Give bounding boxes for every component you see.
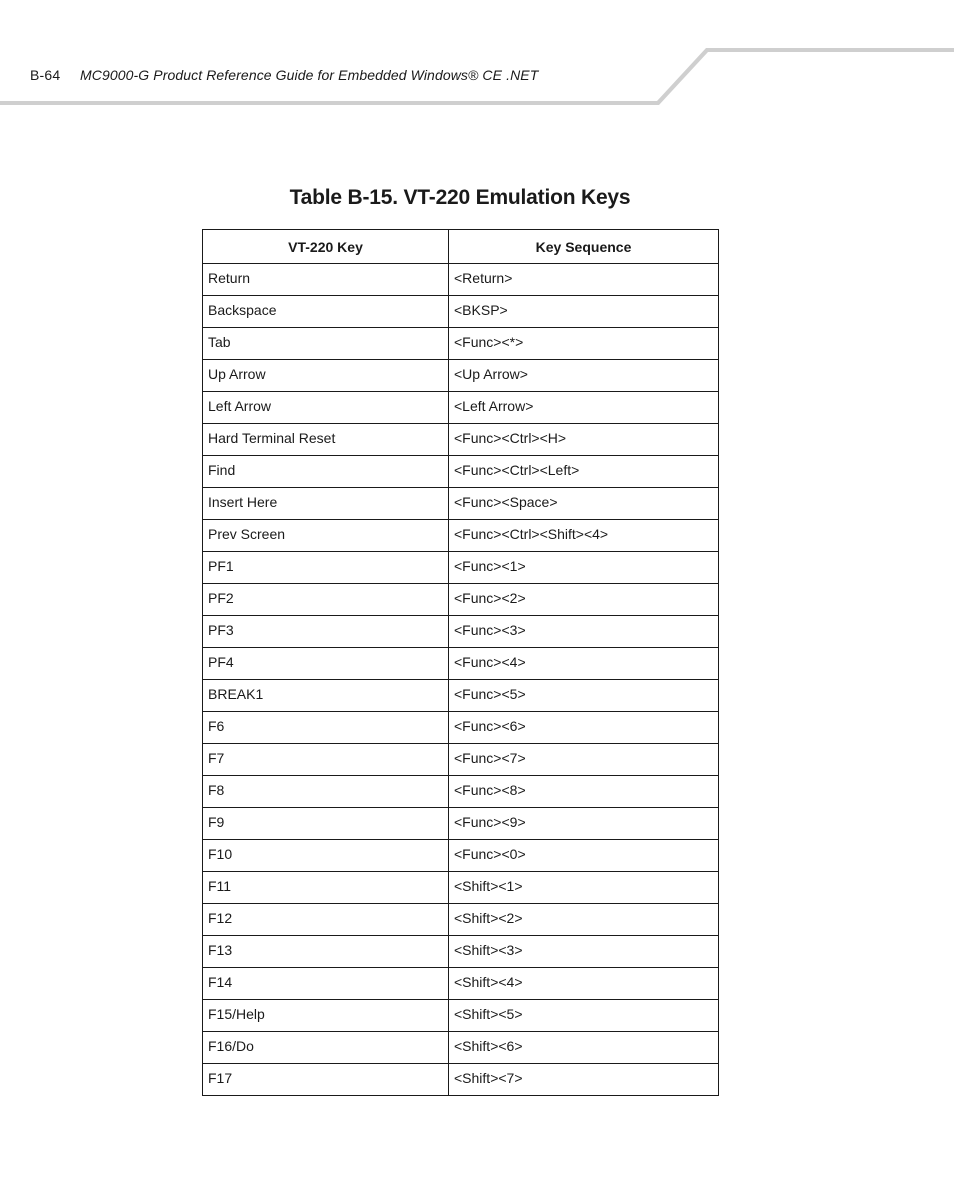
vt220-key-cell: F16/Do bbox=[203, 1032, 449, 1064]
key-sequence-cell: <Func><9> bbox=[449, 808, 719, 840]
key-sequence-cell: <Shift><6> bbox=[449, 1032, 719, 1064]
key-sequence-cell: <Func><5> bbox=[449, 680, 719, 712]
table-row bbox=[203, 1032, 719, 1064]
vt220-key-cell: F9 bbox=[203, 808, 449, 840]
vt220-key-cell: F15/Help bbox=[203, 1000, 449, 1032]
key-sequence-cell: <Func><Ctrl><H> bbox=[449, 424, 719, 456]
table-row bbox=[203, 1064, 719, 1096]
key-sequence-cell: <Shift><7> bbox=[449, 1064, 719, 1096]
key-sequence-cell: <Shift><3> bbox=[449, 936, 719, 968]
key-sequence-cell: <Up Arrow> bbox=[449, 360, 719, 392]
table-caption: Table B-15. VT-220 Emulation Keys bbox=[289, 186, 631, 209]
table-row bbox=[203, 616, 719, 648]
vt220-key-cell: PF4 bbox=[203, 648, 449, 680]
key-sequence-cell: <Shift><5> bbox=[449, 1000, 719, 1032]
vt220-key-cell: Tab bbox=[203, 328, 449, 360]
vt220-key-cell: F17 bbox=[203, 1064, 449, 1096]
table-row bbox=[203, 648, 719, 680]
vt220-key-cell: Return bbox=[203, 264, 449, 296]
vt220-key-cell: Backspace bbox=[203, 296, 449, 328]
key-sequence-cell: <Func><3> bbox=[449, 616, 719, 648]
vt220-key-cell: PF1 bbox=[203, 552, 449, 584]
table-row bbox=[203, 776, 719, 808]
table-row bbox=[203, 296, 719, 328]
key-sequence-cell: <Func><Ctrl><Left> bbox=[449, 456, 719, 488]
table-row bbox=[203, 520, 719, 552]
table-row bbox=[203, 360, 719, 392]
key-sequence-cell: <Shift><4> bbox=[449, 968, 719, 1000]
key-sequence-cell: <Func><2> bbox=[449, 584, 719, 616]
vt220-key-cell: F8 bbox=[203, 776, 449, 808]
table-row bbox=[203, 392, 719, 424]
vt220-key-cell: PF3 bbox=[203, 616, 449, 648]
table-header-row bbox=[203, 230, 719, 264]
column-header-vt220-key: VT-220 Key bbox=[203, 230, 449, 264]
vt220-key-cell: Hard Terminal Reset bbox=[203, 424, 449, 456]
table-row bbox=[203, 456, 719, 488]
key-sequence-cell: <Shift><2> bbox=[449, 904, 719, 936]
vt220-key-cell: PF2 bbox=[203, 584, 449, 616]
table-row bbox=[203, 328, 719, 360]
table-row bbox=[203, 584, 719, 616]
key-sequence-cell: <Func><Space> bbox=[449, 488, 719, 520]
table-row bbox=[203, 904, 719, 936]
key-sequence-cell: <Shift><1> bbox=[449, 872, 719, 904]
key-sequence-cell: <Func><8> bbox=[449, 776, 719, 808]
table-row bbox=[203, 488, 719, 520]
table-row bbox=[203, 840, 719, 872]
table-row bbox=[203, 264, 719, 296]
table-row bbox=[203, 744, 719, 776]
table-row bbox=[203, 808, 719, 840]
key-sequence-cell: <Func><6> bbox=[449, 712, 719, 744]
key-sequence-cell: <Func><4> bbox=[449, 648, 719, 680]
key-sequence-cell: <Func><7> bbox=[449, 744, 719, 776]
vt220-key-cell: BREAK1 bbox=[203, 680, 449, 712]
vt220-keys-table bbox=[202, 229, 719, 1096]
table-row bbox=[203, 552, 719, 584]
vt220-key-cell: Find bbox=[203, 456, 449, 488]
header-rule bbox=[0, 0, 954, 110]
vt220-key-cell: Prev Screen bbox=[203, 520, 449, 552]
table-row bbox=[203, 936, 719, 968]
table-row bbox=[203, 872, 719, 904]
key-sequence-cell: <Return> bbox=[449, 264, 719, 296]
vt220-key-cell: Insert Here bbox=[203, 488, 449, 520]
running-title: MC9000-G Product Reference Guide for Embedded Windows® CE .NET bbox=[80, 67, 539, 83]
vt220-key-cell: F10 bbox=[203, 840, 449, 872]
vt220-key-cell: F11 bbox=[203, 872, 449, 904]
page-number: B-64 bbox=[30, 67, 61, 83]
vt220-key-cell: F12 bbox=[203, 904, 449, 936]
key-sequence-cell: <Func><Ctrl><Shift><4> bbox=[449, 520, 719, 552]
vt220-key-cell: F13 bbox=[203, 936, 449, 968]
key-sequence-cell: <Func><*> bbox=[449, 328, 719, 360]
table-row bbox=[203, 680, 719, 712]
vt220-key-cell: F14 bbox=[203, 968, 449, 1000]
column-header-key-sequence: Key Sequence bbox=[449, 230, 719, 264]
table-row bbox=[203, 968, 719, 1000]
table-row bbox=[203, 712, 719, 744]
vt220-key-cell: Left Arrow bbox=[203, 392, 449, 424]
vt220-key-cell: F6 bbox=[203, 712, 449, 744]
vt220-key-cell: Up Arrow bbox=[203, 360, 449, 392]
key-sequence-cell: <Left Arrow> bbox=[449, 392, 719, 424]
table-row bbox=[203, 424, 719, 456]
key-sequence-cell: <BKSP> bbox=[449, 296, 719, 328]
key-sequence-cell: <Func><1> bbox=[449, 552, 719, 584]
vt220-key-cell: F7 bbox=[203, 744, 449, 776]
key-sequence-cell: <Func><0> bbox=[449, 840, 719, 872]
table-row bbox=[203, 1000, 719, 1032]
